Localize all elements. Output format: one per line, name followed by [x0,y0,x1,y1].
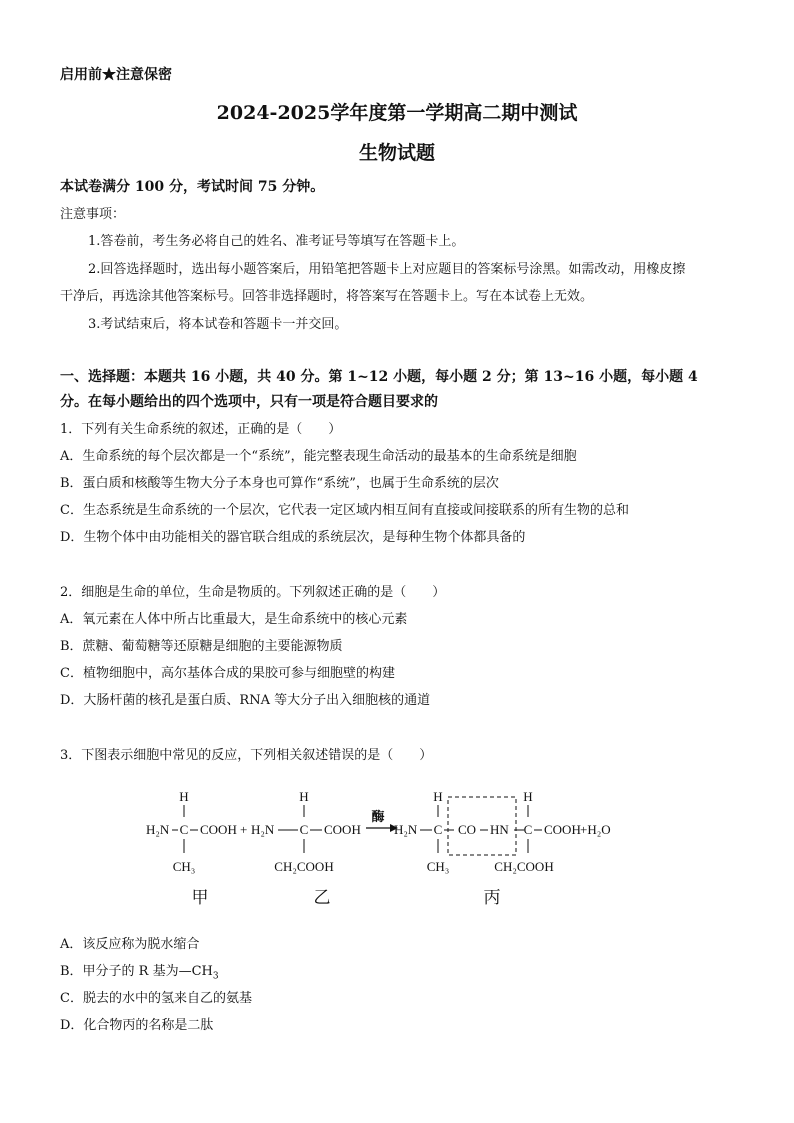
fig-hn: HN [490,822,509,837]
note-1: 1.答卷前，考生务必将自己的姓名、准考证号等填写在答题卡上。 [88,234,465,249]
notes-title: 注意事项： [60,207,126,222]
note-2-line-1: 2.回答选择题时，选出每小题答案后，用铅笔把答题卡上对应题目的答案标号涂黑。如需改动，用橡皮擦 [88,262,686,277]
fig-h-c1: H [433,789,443,804]
q2-option-a: A．氧元素在人体中所占比重最大，是生命系统中的核心元素 [60,612,408,627]
q3-option-c: C．脱去的水中的氢来自乙的氨基 [60,991,252,1006]
fig-cooh-c: COOH [544,822,581,837]
q1-option-b: B．蛋白质和核酸等生物大分子本身也可算作“系统”，也属于生命系统的层次 [60,476,499,491]
fig-cooh-a: COOH [200,822,237,837]
q3-option-a: A．该反应称为脱水缩合 [60,937,200,952]
exam-info: 本试卷满分 100 分，考试时间 75 分钟。 [60,179,325,195]
secret-mark: 启用前★注意保密 [60,67,172,83]
fig-label-yi: 乙 [313,888,331,907]
fig-ch2cooh-c: CH₂COOH [494,859,554,874]
q2-option-b: B．蔗糖、葡萄糖等还原糖是细胞的主要能源物质 [60,639,343,654]
fig-label-jia: 甲 [191,888,209,907]
fig-co: CO [458,822,477,837]
fig-nh2-a: H₂N [146,822,170,837]
fig-cooh-b: COOH [324,822,361,837]
fig-c-b: C [299,822,309,837]
fig-c-c1: C [433,822,443,837]
exam-title: 2024-2025学年度第一学期高二期中测试 [216,102,578,124]
fig-label-bing: 丙 [483,888,501,907]
q3-option-b-sub: 3 [212,971,219,982]
q2-option-c: C．植物细胞中，高尔基体合成的果胶可参与细胞壁的构建 [60,666,395,681]
fig-ch3-a: CH₃ [172,859,196,874]
q3-option-b [60,960,219,982]
fig-c-a: C [179,822,189,837]
note-3: 3.考试结束后，将本试卷和答题卡一并交回。 [88,317,348,332]
q1-option-a: A．生命系统的每个层次都是一个“系统”，能完整表现生命活动的最基本的生命系统是细胞 [60,449,577,464]
fig-plus-a: + [240,822,248,837]
fig-nh2-b: H₂N [251,822,275,837]
q3-option-d: D．化合物丙的名称是二肽 [60,1018,214,1033]
fig-ch3-c: CH₃ [426,859,450,874]
fig-ch2cooh-b: CH₂COOH [274,859,334,874]
q2-stem: 2．细胞是生命的单位，生命是物质的。下列叙述正确的是（ ） [60,585,446,600]
fig-enzyme: 酶 [371,809,385,824]
q3-option-b-text: B．甲分子的 R 基为—CH [60,964,213,979]
fig-water: +H₂O [580,822,611,837]
q3-stem: 3．下图表示细胞中常见的反应，下列相关叙述错误的是（ ） [60,748,433,763]
q1-option-d: D．生物个体中由功能相关的器官联合组成的系统层次，是每种生物个体都具备的 [60,530,526,545]
subject-title: 生物试题 [358,142,435,164]
q2-option-d: D．大肠杆菌的核孔是蛋白质、RNA 等大分子出入细胞核的通道 [60,693,431,708]
note-2-line-2: 干净后，再选涂其他答案标号。回答非选择题时，将答案写在答题卡上。写在本试卷上无效。 [60,289,594,304]
fig-h-c2: H [523,789,533,804]
fig-c-c2: C [523,822,533,837]
q1-option-c: C．生态系统是生命系统的一个层次，它代表一定区域内相互间有直接或间接联系的所有生物的总和 [60,503,629,518]
fig-nh2-c: H₂N [394,822,418,837]
fig-h-b: H [299,789,309,804]
fig-h-a: H [179,789,189,804]
dipeptide-reaction-figure [140,783,630,913]
q1-stem: 1．下列有关生命系统的叙述，正确的是（ ） [60,422,342,437]
section-heading-line-2: 分。在每小题给出的四个选项中，只有一项是符合题目要求的 [60,394,438,410]
section-heading-line-1: 一、选择题：本题共 16 小题，共 40 分。第 1~12 小题，每小题 2 分；第 13~16 小题，每小题 4 [60,369,698,385]
